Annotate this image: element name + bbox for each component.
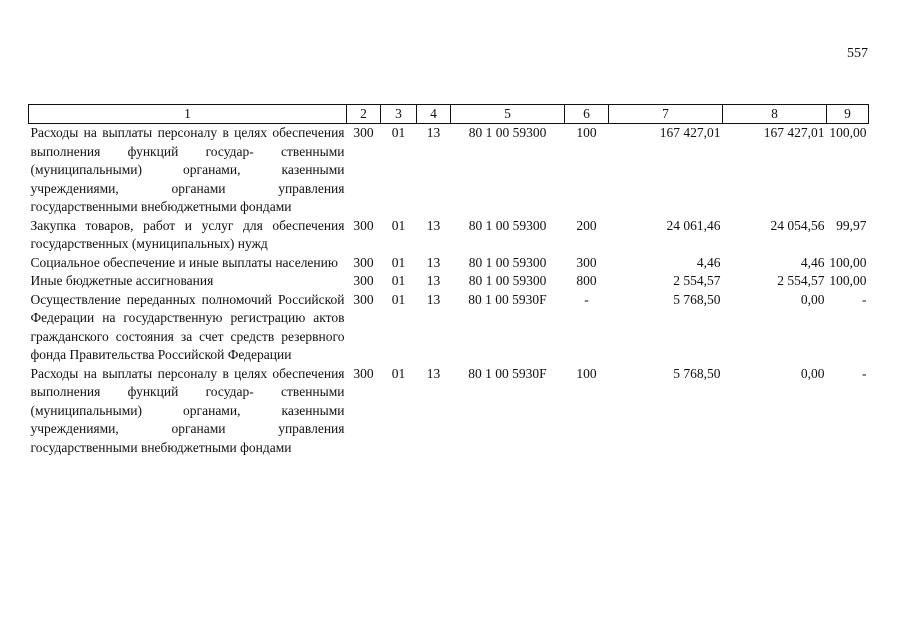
cell-col4: 13 bbox=[426, 273, 441, 288]
row-description: Расходы на выплаты персоналу в целях обеспечения выполнения функций государ- ственными (муниципальными) органами, казенными учреждениями, органами управления государственными внебюджетными фондами bbox=[30, 365, 345, 455]
row-description: Закупка товаров, работ и услуг для обеспечения государственных (муниципальных) нужд bbox=[30, 217, 345, 251]
table-row bbox=[29, 272, 869, 291]
cell-col8: 0,00 bbox=[800, 365, 825, 381]
cell-col7: 24 061,46 bbox=[666, 217, 721, 233]
cell-col7: 2 554,57 bbox=[673, 273, 721, 288]
cell-col5: 80 1 00 5930F bbox=[468, 365, 547, 381]
table-row bbox=[29, 217, 869, 254]
cell-col6: 100 bbox=[576, 125, 597, 140]
cell-col8: 167 427,01 bbox=[763, 125, 825, 140]
column-header: 8 bbox=[723, 105, 827, 124]
cell-col2: 300 bbox=[353, 291, 374, 307]
cell-col3: 01 bbox=[391, 365, 406, 381]
cell-col4: 13 bbox=[426, 365, 441, 381]
cell-col8: 2 554,57 bbox=[777, 273, 825, 288]
column-header: 4 bbox=[417, 105, 451, 124]
table-row bbox=[29, 291, 869, 365]
column-header: 1 bbox=[29, 105, 347, 124]
table-row bbox=[29, 365, 869, 458]
cell-col9: 100,00 bbox=[829, 273, 867, 288]
cell-col5: 80 1 00 59300 bbox=[468, 254, 547, 270]
row-description: Расходы на выплаты персоналу в целях обеспечения выполнения функций государ- ственными (муниципальными) органами, казенными учреждениями, органами управления государственными внебюджетными фондами bbox=[30, 125, 345, 214]
cell-col8: 24 054,56 bbox=[770, 217, 825, 233]
cell-col5: 80 1 00 5930F bbox=[468, 291, 547, 307]
cell-col3: 01 bbox=[391, 291, 406, 307]
cell-col7: 4,46 bbox=[696, 254, 721, 270]
cell-col4: 13 bbox=[426, 291, 441, 307]
cell-col2: 300 bbox=[353, 365, 374, 381]
cell-col5: 80 1 00 59300 bbox=[468, 217, 547, 233]
column-header: 6 bbox=[565, 105, 609, 124]
cell-col9: - bbox=[862, 291, 867, 307]
row-description: Осуществление переданных полномочий Российской Федерации на государственную регистрацию актов гражданского состояния за счет средств резервного фонда Правительства Российской Федерации bbox=[30, 291, 345, 362]
cell-col7: 167 427,01 bbox=[659, 125, 721, 140]
column-header: 5 bbox=[451, 105, 565, 124]
cell-col6: 800 bbox=[576, 273, 597, 288]
table-row bbox=[29, 254, 869, 273]
cell-col2: 300 bbox=[353, 217, 374, 233]
column-header: 9 bbox=[827, 105, 869, 124]
column-header: 3 bbox=[381, 105, 417, 124]
cell-col6: 100 bbox=[576, 365, 597, 381]
table-header-row bbox=[29, 105, 869, 124]
table-row bbox=[29, 124, 869, 217]
cell-col2: 300 bbox=[353, 125, 374, 140]
cell-col8: 0,00 bbox=[800, 291, 825, 307]
cell-col4: 13 bbox=[426, 254, 441, 270]
cell-col9: 100,00 bbox=[829, 125, 867, 140]
cell-col3: 01 bbox=[391, 273, 406, 288]
cell-col5: 80 1 00 59300 bbox=[468, 273, 547, 288]
page-number: 557 bbox=[847, 46, 868, 61]
cell-col5: 80 1 00 59300 bbox=[468, 125, 547, 140]
column-header: 2 bbox=[347, 105, 381, 124]
cell-col3: 01 bbox=[391, 254, 406, 270]
cell-col3: 01 bbox=[391, 125, 406, 140]
cell-col9: 100,00 bbox=[829, 254, 867, 270]
cell-col8: 4,46 bbox=[800, 254, 825, 270]
row-description: Социальное обеспечение и иные выплаты населению bbox=[30, 254, 338, 270]
cell-col6: - bbox=[584, 291, 589, 307]
cell-col9: - bbox=[862, 365, 867, 381]
cell-col4: 13 bbox=[426, 217, 441, 233]
column-header: 7 bbox=[609, 105, 723, 124]
cell-col2: 300 bbox=[353, 273, 374, 288]
row-description: Иные бюджетные ассигнования bbox=[30, 273, 214, 288]
cell-col7: 5 768,50 bbox=[673, 365, 721, 381]
cell-col2: 300 bbox=[353, 254, 374, 270]
cell-col7: 5 768,50 bbox=[673, 291, 721, 307]
budget-table bbox=[28, 104, 869, 457]
cell-col4: 13 bbox=[426, 125, 441, 140]
cell-col3: 01 bbox=[391, 217, 406, 233]
cell-col6: 200 bbox=[576, 217, 597, 233]
cell-col6: 300 bbox=[576, 254, 597, 270]
cell-col9: 99,97 bbox=[836, 217, 867, 233]
